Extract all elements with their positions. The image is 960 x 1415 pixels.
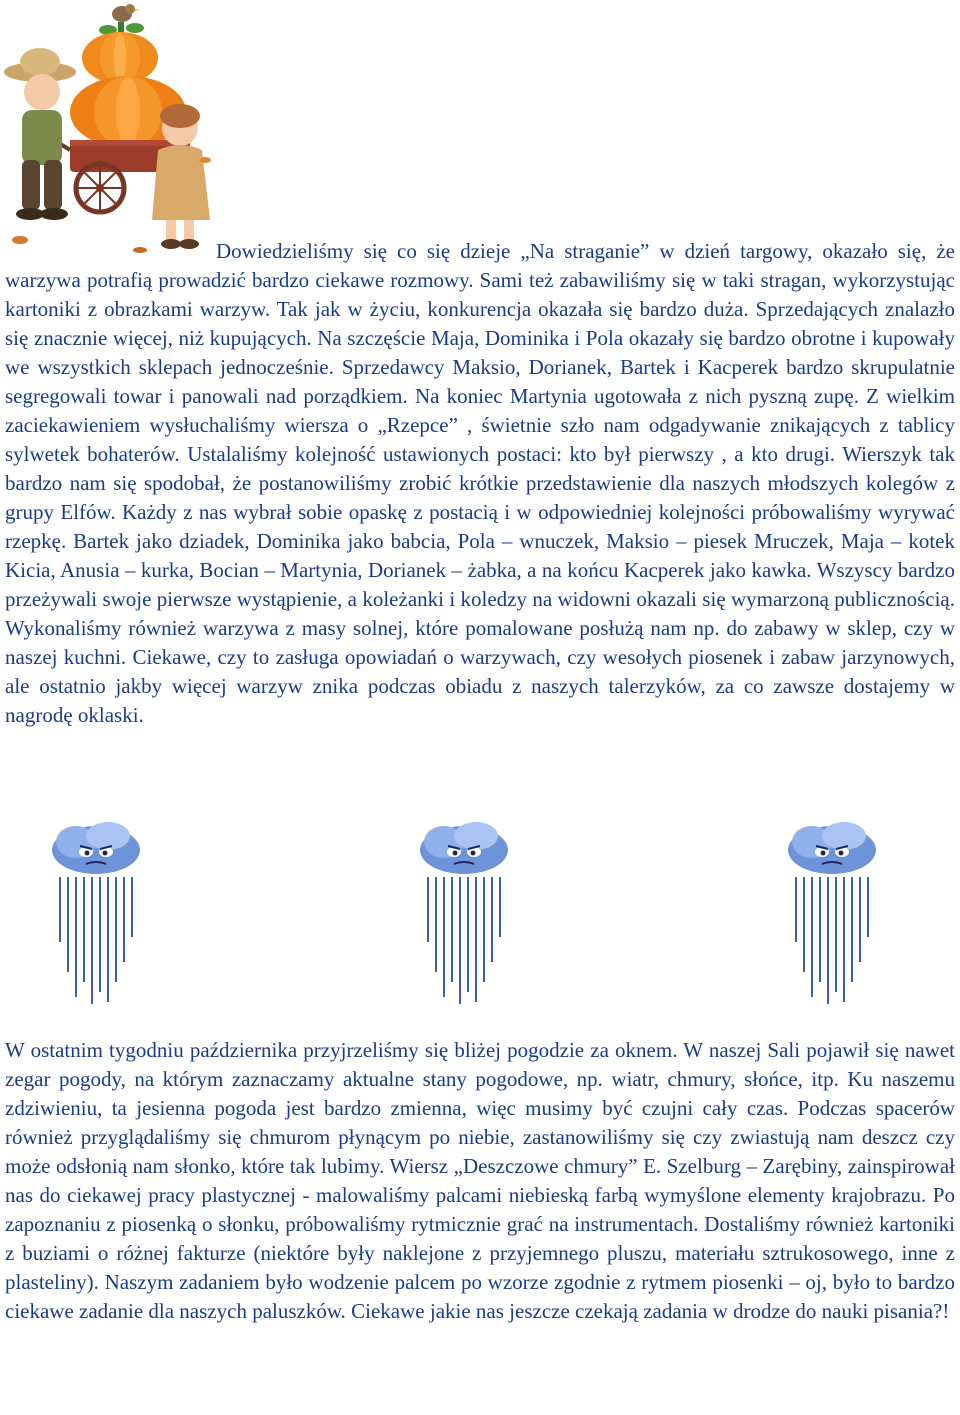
rain-clouds-row xyxy=(0,822,960,1022)
pumpkin-icon xyxy=(82,32,158,84)
paragraph-market-text: Dowiedzieliśmy się co się dzieje „Na straganie” w dzień targowy, okazało się, że warzywa potrafią prowadzić bardzo ciekawe rozmowy. Sami też zabawiliśmy się w taki stragan, wykorzystując kartoniki z obrazkami warzyw. Tak jak w życiu, konkurencja okazała się bardzo duża. Sprzedających znalazło się znacznie więcej, niż kupujących. Na szczęście Maja, Dominika i Pola okazały się bardzo obrotne i kupowały we wszystkich sklepach jednocześnie. Sprzedawcy Maksio, Dorianek, Bartek i Kacperek bardzo skrupulatnie segregowali towar i panowali nad porządkiem. Na koniec Martynia ugotowała z nich pyszną zupę. Z wielkim zaciekawieniem wysłuchaliśmy wiersza o „Rzepce” , świetnie szło nam odgadywanie znikających z tablicy sylwetek bohaterów. Ustalaliśmy kolejność ustawionych postaci: kto był pierwszy , a kto drugi. Wierszyk tak bardzo nam się spodobał, że postanowiliśmy zrobić krótkie przedstawienie dla naszych młodszych kolegów z grupy Elfów. Każdy z nas wybrał sobie opaskę z postacią i w odpowiedniej kolejności próbowaliśmy wyrywać rzepkę. Bartek jako dziadek, Dominika jako babcia, Pola – wnuczek, Maksio – piesek Mruczek, Maja – kotek Kicia, Anusia – kurka, Bocian – Martynia, Dorianek – żabka, a na końcu Kacperek jako kawka. Wszyscy bardzo przeżywali swoje pierwsze wystąpienie, a koleżanki i koledzy na widowni okazali się wymarzoną publicznością. Wykonaliśmy również warzywa z masy solnej, które pomalowane posłużą nam np. do zabawy w sklep, czy w naszej kuchni. Ciekawe, czy to zasługa opowiadań o warzywach, czy wesołych piosenek i zabaw jarzynowych, ale ostatnio jakby więcej warzyw znika podczas obiadu z naszych talerzyków, za co zawsze dostajemy w nagrodę oklaski. xyxy=(5,239,955,727)
rain-cloud-icon xyxy=(46,822,146,1012)
boy-figure-icon xyxy=(4,48,76,220)
rain-cloud-icon xyxy=(414,822,514,1012)
paragraph-weather: W ostatnim tygodniu października przyjrzeliśmy się bliżej pogodzie za oknem. W naszej Sali pojawił się nawet zegar pogody, na którym zaznaczamy aktualne stany pogodowe, np. wiatr, chmury, słońce, itp. Ku naszemu zdziwieniu, ta jesienna pogoda jest bardzo zmienna, więc musimy być czujni cały czas. Podczas spacerów również przyglądaliśmy się chmurom płynącym po niebie, zastanowiliśmy się czy zwiastują nam deszcz czy może odsłonią nam słonko, które tak lubimy. Wiersz „Deszczowe chmury” E. Szelburg – Zarębiny, zainspirował nas do ciekawej pracy plastycznej - malowaliśmy palcami niebieską farbą wymyślone elementy krajobrazu. Po zapoznaniu z piosenką o słonku, próbowaliśmy rytmicznie grać na instrumentach. Dostaliśmy również kartoniki z buziami o różnej fakturze (niektóre były naklejone z przyjemnego pluszu, materiału sztrukosowego, inne z plasteliny). Naszym zadaniem było wodzenie palcem po wzorze zgodnie z rytmem piosenki – oj, było to bardzo ciekawe zadanie dla naszych paluszków. Ciekawe jakie nas jeszcze czekają zadania w drodze do nauki pisania?! xyxy=(5,1038,955,1323)
rain-cloud-icon xyxy=(782,822,882,1012)
pumpkin-cart-illustration xyxy=(0,0,215,262)
bird-icon xyxy=(112,4,140,22)
paragraph-market xyxy=(5,237,955,730)
